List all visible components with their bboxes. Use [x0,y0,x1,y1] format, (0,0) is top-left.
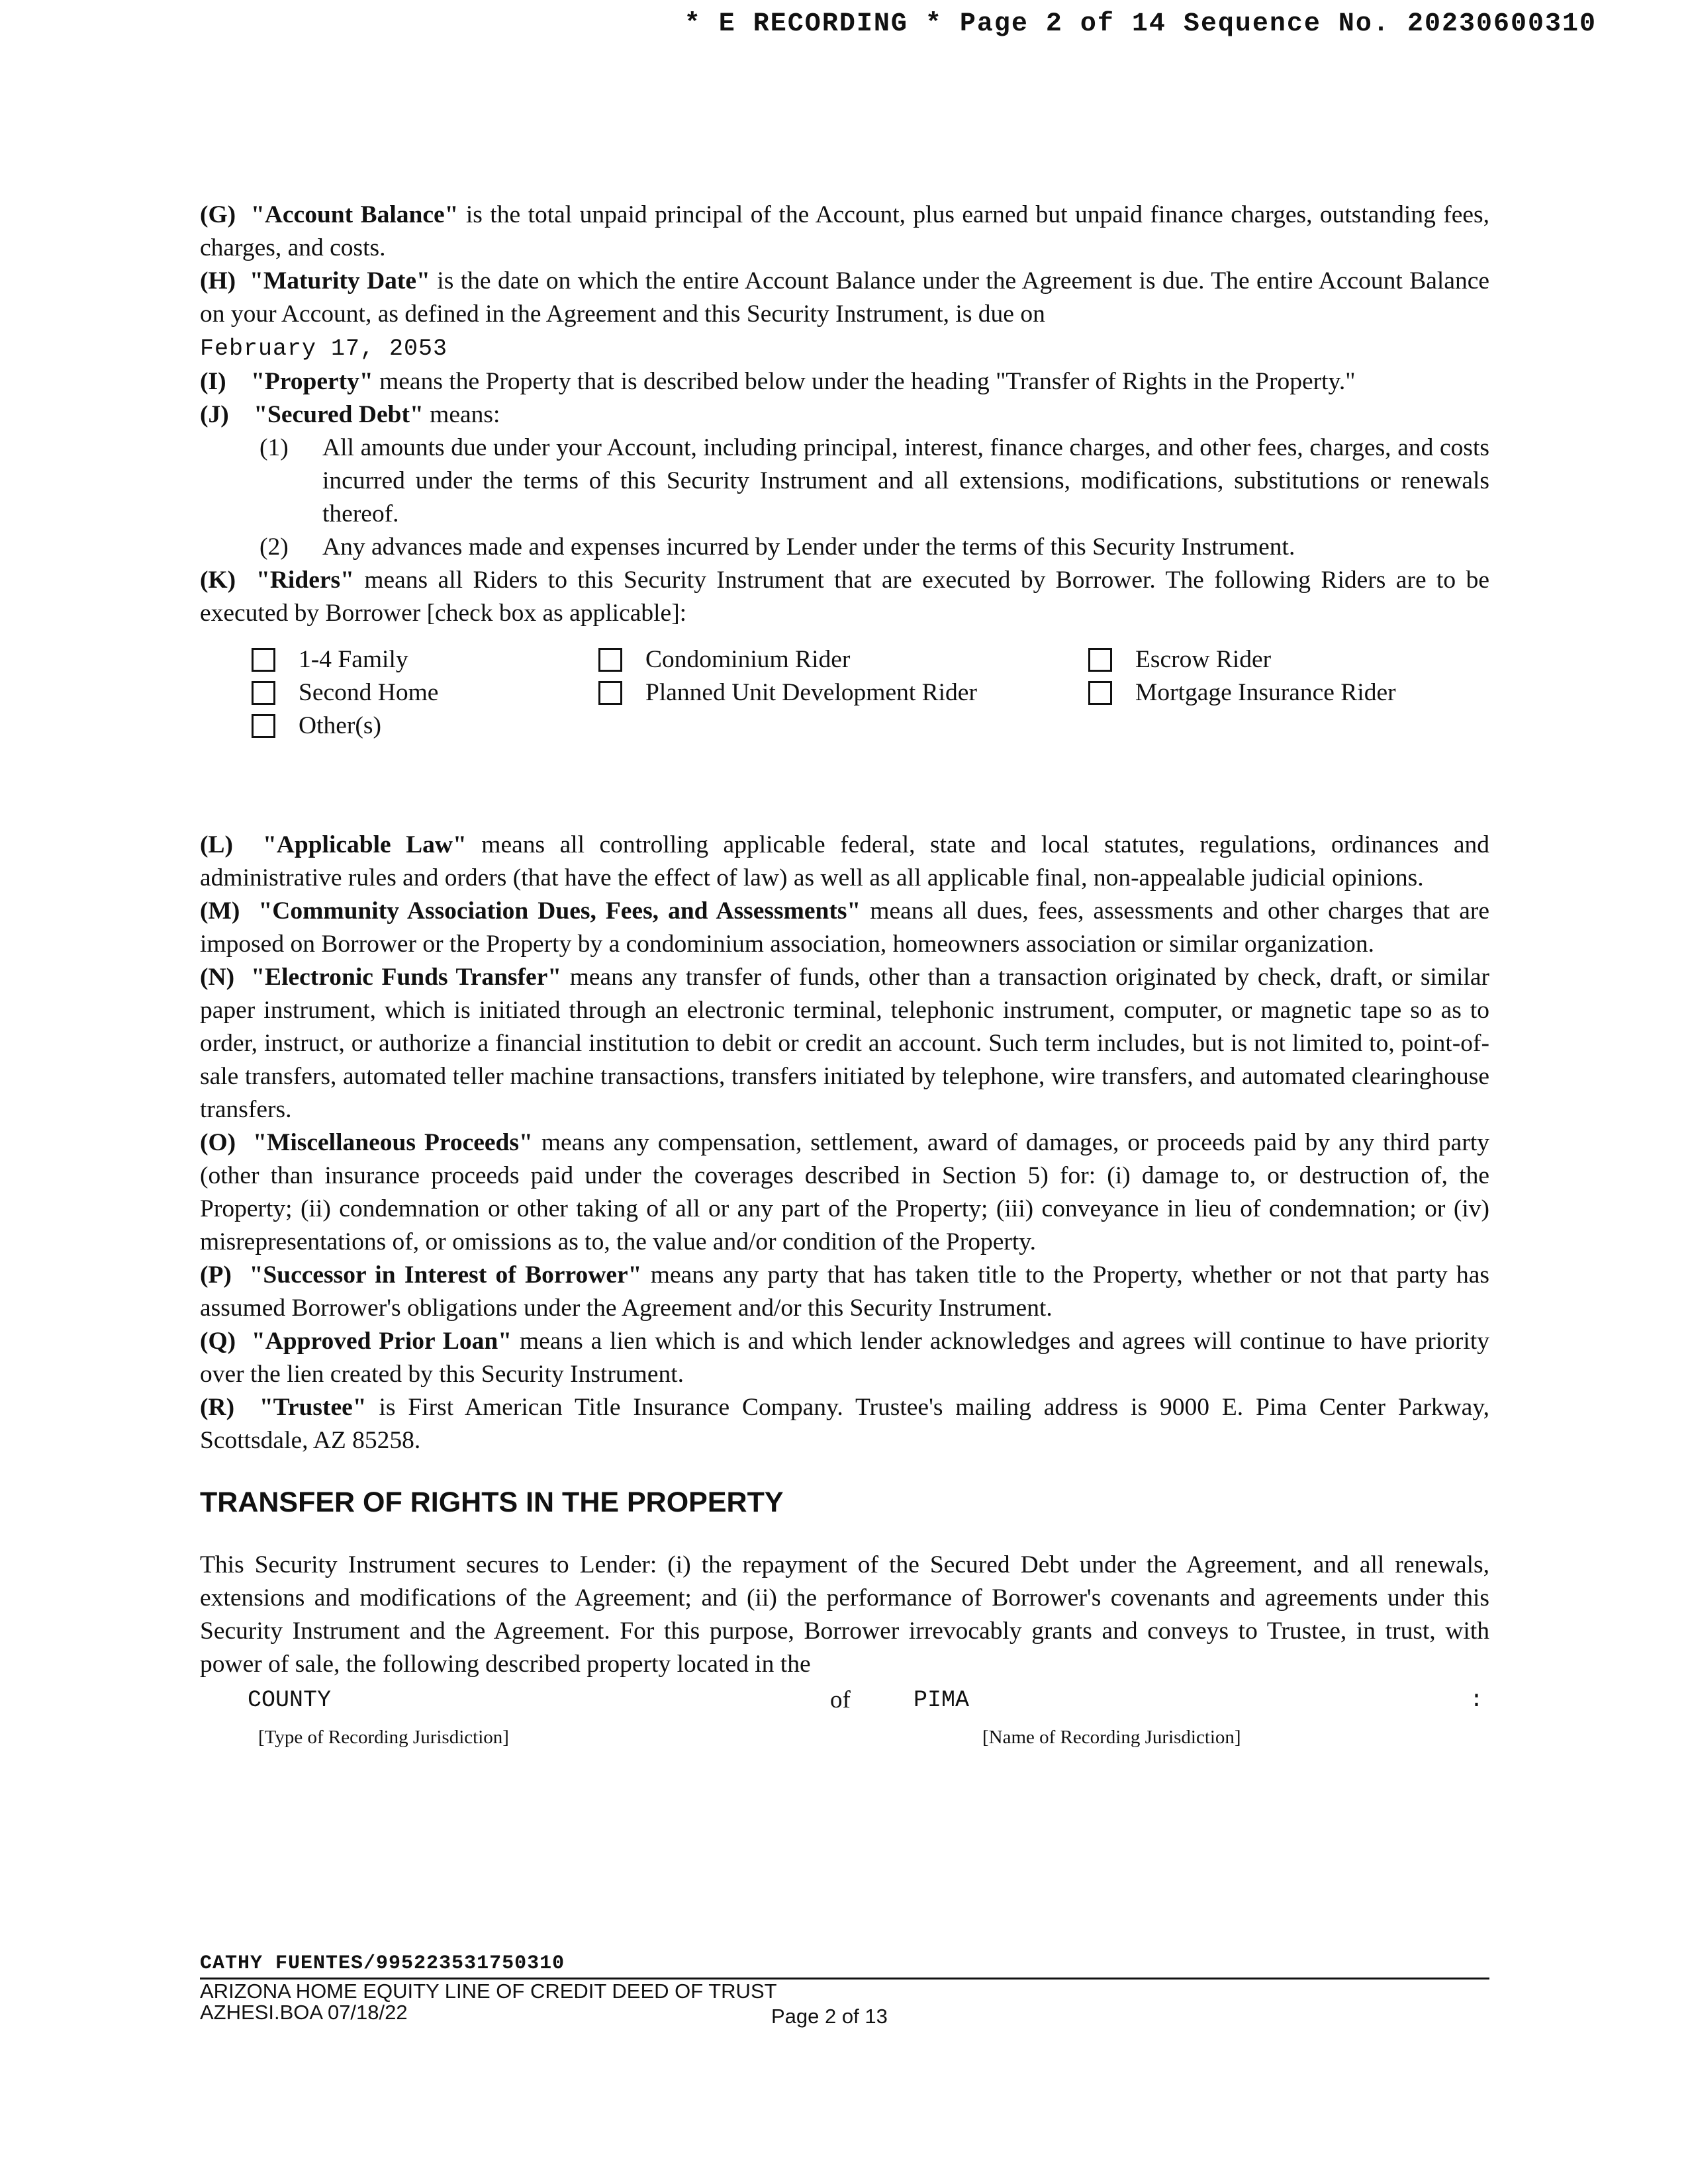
definition-text: means a lien which is and which lender acknowledges and agrees will continue to have priority over the lien created by this Security Instrument. [200,1328,1489,1388]
definition-text: means all Riders to this Security Instrument that are executed by Borrower. The following Riders are to be executed by Borrower [check box as applicable]: [200,567,1490,627]
rider-label: Mortgage Insurance Rider [1135,679,1396,706]
form-title: ARIZONA HOME EQUITY LINE OF CREDIT DEED OF TRUST [200,1979,777,2003]
definition-label: (L) [200,831,233,858]
checkbox[interactable] [598,681,622,705]
definition-term: "Electronic Funds Transfer" [251,964,562,991]
definition-text: means any transfer of funds, other than a transaction originated by check, draft, or similar paper instrument, which is initiated through an electronic terminal, telephonic instrument, computer, or magnetic tape so as to order, instruct, or authorize a financial institution to debit or credit an account. Such term includes, but is not limited to, point-of-sale transfers, automated teller machine transactions, transfers initiated by telephone, wire transfers, and automated clearinghouse transfers. [200,964,1489,1123]
name-caption: [Name of Recording Jurisdiction] [982,1727,1241,1748]
definition-text: means all dues, fees, assessments and other charges that are imposed on Borrower or the Property by a condominium association, homeowners association or similar organization. [200,897,1490,958]
definition-text: means the Property that is described below under the heading "Transfer of Rights in the Property." [373,368,1356,395]
colon: : [1470,1687,1484,1713]
definition-m [200,895,1489,961]
definition-i [200,365,1489,398]
definition-text: means any compensation, settlement, award of damages, or proceeds paid by any third party (other than insurance proceeds paid under the coverages described in Section 5) for: (i) damage to, or destruction of, the Property; (ii) condemnation or other taking of all or any part of the Property; (iii) conveyance in lieu of condemnation; or (iv) misrepresentations of, or omissions as to, the value and/or condition of the Property. [200,1129,1489,1255]
definition-label: (H) [200,267,236,295]
item-text: Any advances made and expenses incurred by Lender under the terms of this Security Instrument. [322,533,1295,561]
definition-term: "Riders" [256,567,354,594]
definition-q [200,1325,1489,1391]
definition-text: is First American Title Insurance Company. Trustee's mailing address is 9000 E. Pima Center Parkway, Scottsdale, AZ 85258. [200,1394,1489,1454]
form-info [200,1979,1489,2026]
document-body [200,199,1489,1747]
jurisdiction-type-value: COUNTY [248,1687,332,1713]
rider-label: Second Home [299,679,439,706]
secured-debt-item-2 [200,531,1489,564]
definition-o [200,1126,1489,1259]
definition-text: means any party that has taken title to the Property, whether or not that party has assumed Borrower's obligations under the Agreement and/or this Security Instrument. [200,1261,1490,1322]
transfer-paragraph: This Security Instrument secures to Lender: (i) the repayment of the Secured Debt under the Agreement, and all renewals, extensions and modifications of the Agreement; and (ii) the performance of Borrower's covenants and agreements under this Security Instrument and the Agreement. For this purpose, Borrower irrevocably grants and conveys to Trustee, in trust, with power of sale, the following described property located in the [200,1551,1489,1678]
definition-g [200,199,1489,265]
definition-term: "Approved Prior Loan" [251,1328,512,1355]
definition-label: (Q) [200,1328,236,1355]
definition-text: is the date on which the entire Account Balance under the Agreement is due. The entire Account Balance on your Account, as defined in the Agreement and this Security Instrument, is due on [200,267,1490,328]
definition-label: (P) [200,1261,232,1289]
definition-l [200,829,1489,895]
definition-r [200,1391,1489,1457]
recording-jurisdiction-row [200,1681,1489,1721]
definition-text: is the total unpaid principal of the Account, plus earned but unpaid finance charges, outstanding fees, charges, and costs. [200,201,1490,261]
definition-label: (K) [200,567,236,594]
definition-h [200,265,1489,365]
definition-term: "Secured Debt" [254,401,424,428]
definition-term: "Miscellaneous Proceeds" [253,1129,533,1156]
definition-j [200,398,1489,432]
definition-term: "Property" [251,368,373,395]
recording-header: * E RECORDING * Page 2 of 14 Sequence No. 20230600310 [684,9,1597,39]
checkbox[interactable] [252,714,275,738]
checkbox[interactable] [252,681,275,705]
rider-planned-unit-development[interactable] [598,676,977,709]
item-number: (1) [259,434,289,461]
rider-label: Condominium Rider [645,646,851,673]
form-code: AZHESI.BOA 07/18/22 [200,2001,408,2024]
definition-n [200,961,1489,1126]
type-caption: [Type of Recording Jurisdiction] [258,1727,509,1748]
definition-p [200,1259,1489,1325]
rider-condominium[interactable] [598,643,850,676]
jurisdiction-captions [200,1721,1489,1747]
of-word: of [830,1686,851,1713]
borrower-reference: CATHY FUENTES/995223531750310 [200,1952,565,1975]
definition-label: (R) [200,1394,235,1421]
definition-term: "Account Balance" [251,201,459,228]
rider-label: Escrow Rider [1135,646,1272,673]
page-footer [200,1952,1489,2026]
riders-checklist [200,643,1489,743]
section-title: TRANSFER OF RIGHTS IN THE PROPERTY [200,1486,784,1518]
jurisdiction-name-value: PIMA [914,1687,970,1713]
definition-text: means all controlling applicable federal, state and local statutes, regulations, ordinances and administrative rules and orders (that have the effect of law) as well as all applicable final, non-appealable judicial opinions. [200,831,1489,891]
definition-text: means: [423,401,500,428]
definition-term: "Trustee" [259,1394,367,1421]
definition-term: "Applicable Law" [262,831,467,858]
checkbox[interactable] [1088,648,1112,672]
definition-k [200,564,1489,630]
definition-term: "Successor in Interest of Borrower" [249,1261,642,1289]
definition-label: (M) [200,897,240,925]
definition-label: (G) [200,201,236,228]
item-number: (2) [259,533,289,561]
rider-others[interactable] [252,709,381,743]
checkbox[interactable] [252,648,275,672]
definition-term: "Community Association Dues, Fees, and Assessments" [258,897,861,925]
definition-label: (O) [200,1129,236,1156]
rider-mortgage-insurance[interactable] [1088,676,1396,709]
maturity-date-value: February 17, 2053 [200,336,448,362]
page-number: Page 2 of 13 [771,2005,888,2028]
checkbox[interactable] [598,648,622,672]
item-text: All amounts due under your Account, including principal, interest, finance charges, and other fees, charges, and costs incurred under the terms of this Security Instrument and all extensions, modifications, substitutions or renewals thereof. [322,434,1489,527]
rider-label: 1-4 Family [299,646,408,673]
rider-1-4-family[interactable] [252,643,408,676]
secured-debt-item-1 [200,432,1489,531]
definition-label: (N) [200,964,235,991]
definition-label: (J) [200,401,229,428]
rider-label: Other(s) [299,712,381,739]
rider-escrow[interactable] [1088,643,1271,676]
rider-label: Planned Unit Development Rider [645,679,977,706]
definition-term: "Maturity Date" [250,267,430,295]
definition-label: (I) [200,368,226,395]
rider-second-home[interactable] [252,676,438,709]
checkbox[interactable] [1088,681,1112,705]
